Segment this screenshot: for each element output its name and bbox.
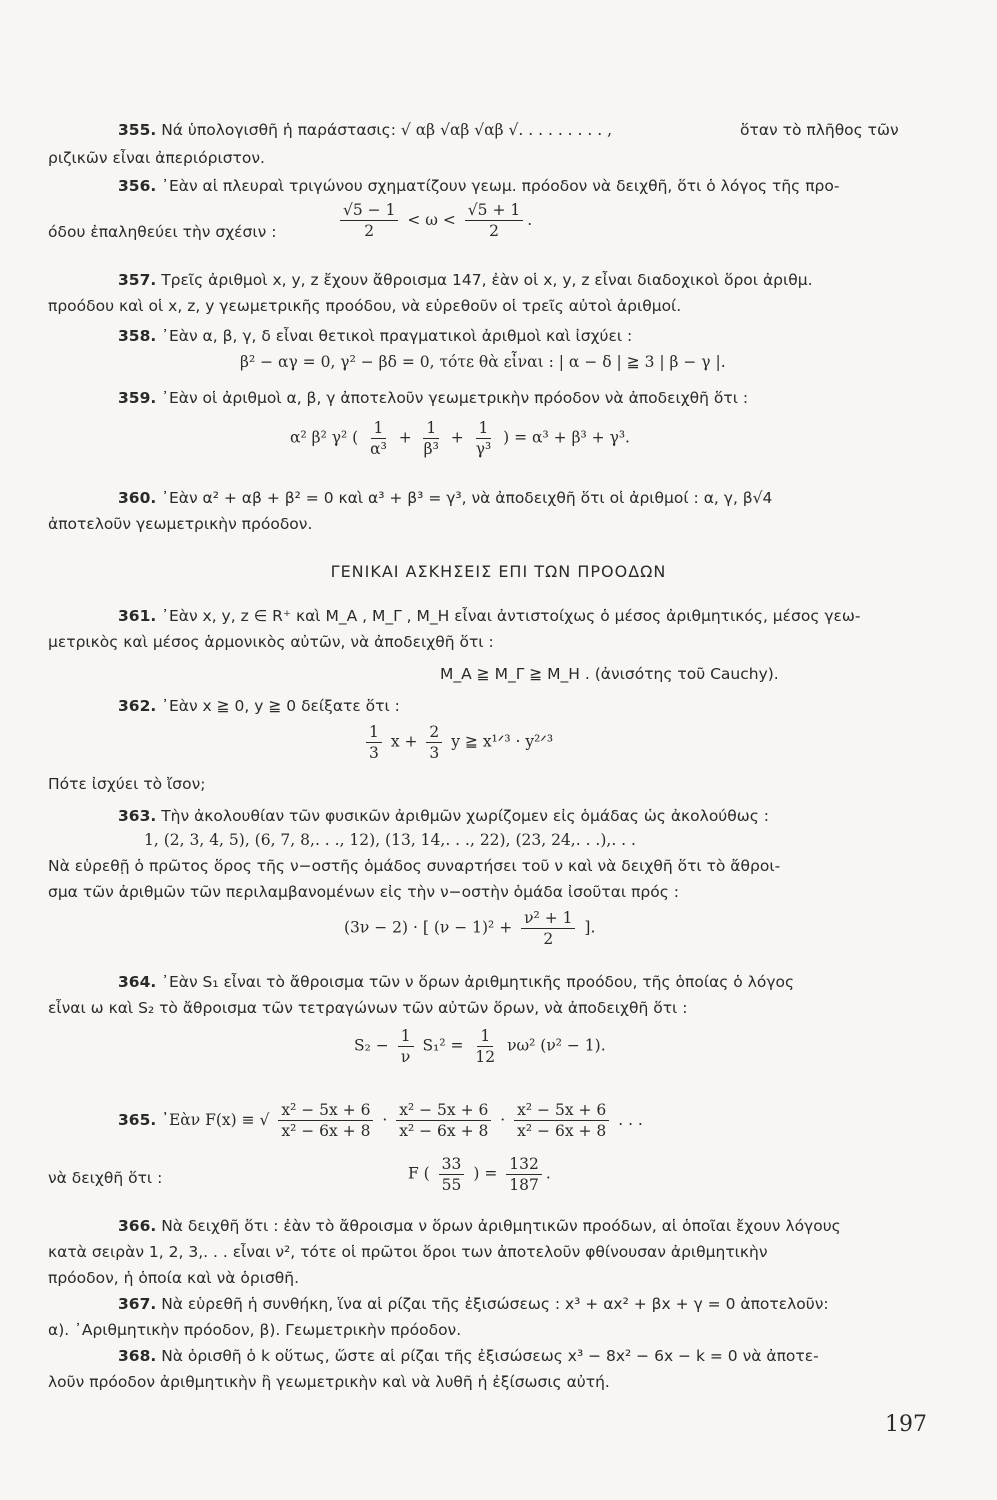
problem-362-line-1: 362. ᾿Εὰν x ≧ 0, y ≧ 0 δείξατε ὅτι : bbox=[118, 697, 400, 715]
problem-368-line-1: 368. Νὰ ὁρισθῆ ὁ k οὕτως, ὥστε αἱ ρίζαι τῆς ἐξισώσεως x³ − 8x² − 6x − k = 0 νὰ ἀποτε- bbox=[118, 1347, 819, 1365]
section-heading: ΓΕΝΙΚΑΙ ΑΣΚΗΣΕΙΣ ΕΠΙ ΤΩΝ ΠΡΟΟΔΩΝ bbox=[330, 562, 667, 581]
problem-360-line-1: 360. ᾿Εὰν α² + αβ + β² = 0 καὶ α³ + β³ = γ³, νὰ ἀποδειχθῆ ὅτι οἱ ἀριθμοί : α, γ, β√4 bbox=[118, 489, 773, 507]
problem-365-line-1: 365. ᾿Εὰν F(x) ≡ √ $\frac{\text{x² − 5x + 6}}{\text{x² − 6x + 8}}$ · $\frac{\text{x² − 5x + 6}}{\text{x² − 6x + 8}}$ · $\frac{\text{x² − 5x + 6}}{\text{x² − 6x + 8}}$ . . . bbox=[118, 1101, 643, 1140]
problem-361-line-1: 361. ᾿Εὰν x, y, z ∈ R⁺ καὶ M_A , M_Γ , M_H εἶναι ἀντιστοίχως ὁ μέσος ἀριθμητικός, μέσος γεω- bbox=[118, 607, 861, 625]
inequality-356: $\frac{√5 - 1}{2}$ < ω < $\frac{√5 + 1}{2}$ . bbox=[336, 200, 532, 241]
problem-363-line-1: 363. Τὴν ἀκολουθίαν τῶν φυσικῶν ἀριθμῶν χωρίζομεν εἰς ὁμάδας ὡς ἀκολούθως : bbox=[118, 807, 769, 825]
problem-367-line-1: 367. Νὰ εὑρεθῆ ἡ συνθήκη, ἵνα αἱ ρίζαι τῆς ἐξισώσεως : x³ + αx² + βx + γ = 0 ἀποτελοῦν: bbox=[118, 1295, 829, 1313]
problem-359-line-1: 359. ᾿Εὰν οἱ ἀριθμοὶ α, β, γ ἀποτελοῦν γεωμετρικὴν πρόοδον νὰ ἀποδειχθῆ ὅτι : bbox=[118, 389, 749, 407]
problem-357-line-1: 357. Τρεῖς ἀριθμοὶ x, y, z ἔχουν ἄθροισμα 147, ἐὰν οἱ x, y, z εἶναι διαδοχικοὶ ὅροι ἀριθμ. bbox=[118, 271, 813, 289]
nested-radical: √ αβ √αβ √αβ √. . . . . . . . . , bbox=[400, 121, 613, 139]
problem-366-line-1: 366. Νὰ δειχθῆ ὅτι : ἐὰν τὸ ἄθροισμα ν ὅρων ἀριθμητικῶν προόδων, αἱ ὁποῖαι ἔχουν λόγους bbox=[118, 1217, 841, 1235]
formula-363: (3ν − 2) · [ (ν − 1)² + $\frac{\text{ν² + 1}}{2}$ ]. bbox=[344, 909, 596, 948]
page-number: 197 bbox=[885, 1412, 927, 1437]
formula-365: F ( $\frac{33}{55}$ ) = $\frac{132}{187}$ . bbox=[408, 1155, 551, 1194]
book-page: 355. Νά ὑπολογισθῆ ἡ παράστασις: √ αβ √αβ √αβ √. . . . . . . . . , ὅταν τὸ πλῆθος τῶν ριζικῶν εἶναι ἀπεριόριστον. 356. ᾿Εὰν αἱ πλευραὶ τριγώνου σχηματίζουν γεωμ. πρόοδον νὰ δειχθῆ, ὅτι ὁ λόγος τῆς προ- όδου ἐπαληθεύει τὴν σχέσιν : $\frac{√5 - 1}{2}$ < ω < $\frac{√5 + 1}{2}$ . 357. Τρεῖς ἀριθμοὶ x, y, z ἔχουν ἄθροισμα 147, ἐὰν οἱ x, y, z εἶναι διαδοχικοὶ ὅροι ἀριθμ. προόδου καὶ οἱ x, z, y γεωμετρικῆς προόδου, νὰ εὑρεθοῦν οἱ τρεῖς αὐτοὶ ἀριθμοί. 358. ᾿Εὰν α, β, γ, δ εἶναι θετικοὶ πραγματικοὶ ἀριθμοὶ καὶ ἰσχύει : β² − αγ = 0, γ² − βδ = 0, τότε θὰ εἶναι : | α − δ | ≧ 3 | β − γ |. 359. ᾿Εὰν οἱ ἀριθμοὶ α, β, γ ἀποτελοῦν γεωμετρικὴν πρόοδον νὰ ἀποδειχθῆ ὅτι : α² β² γ² ( $\frac{1}{\text{α³}}$ + $\frac{1}{\text{β³}}$ + $\frac{1}{\text{γ³}}$ ) = α³ + β³ + γ³. 360. ᾿Εὰν α² + αβ + β² = 0 καὶ α³ + β³ = γ³, νὰ ἀποδειχθῆ ὅτι οἱ ἀριθμοί : α, γ, β√4 ἀποτελοῦν γεωμετρικὴν πρόοδον. ΓΕΝΙΚΑΙ ΑΣΚΗΣΕΙΣ ΕΠΙ ΤΩΝ ΠΡΟΟΔΩΝ 361. ᾿Εὰν x, y, z ∈ R⁺ καὶ M_A , M_Γ , M_H εἶναι ἀντιστοίχως ὁ μέσος ἀριθμητικός, μέσος γεω- μετρικὸς καὶ μέσος ἁρμονικὸς αὐτῶν, νὰ ἀποδειχθῆ ὅτι : M_A ≧ M_Γ ≧ M_H . (ἀνισότης τοῦ Cauchy). 362. ᾿Εὰν x ≧ 0, y ≧ 0 δείξατε ὅτι : $\frac{1}{3}$ x + $\frac{2}{3}$ y ≧ x¹ᐟ³ · y²ᐟ³ Πότε ἰσχύει τὸ ἴσον; 363. Τὴν ἀκολουθίαν τῶν φυσικῶν ἀριθμῶν χωρίζομεν εἰς ὁμάδας ὡς ἀκολούθως : 1, (2, 3, 4, 5), (6, 7, 8,. . ., 12), (13, 14,. . ., 22), (23, 24,. . .),. . . Νὰ εὑρεθῇ ὁ πρῶτος ὅρος τῆς ν−οστῆς ὁμάδος συναρτήσει τοῦ ν καὶ νὰ δειχθῆ ὅτι τὸ ἄθροι- σμα τῶν ἀριθμῶν τῶν περιλαμβανομένων εἰς τὴν ν−οστὴν ὁμάδα ἰσοῦται πρός : (3ν − 2) · [ (ν − 1)² + $\frac{\text{ν² + 1}}{2}$ ]. 364. ᾿Εὰν S₁ εἶναι τὸ ἄθροισμα τῶν ν ὅρων ἀριθμητικῆς προόδου, τῆς ὁποίας ὁ λόγος εἶναι ω καὶ S₂ τὸ ἄθροισμα τῶν τετραγώνων τῶν αὐτῶν ὅρων, νὰ ἀποδειχθῆ ὅτι : S₂ − $\frac{1}{\nu}$ S₁² = $\frac{1}{12}$ νω² (ν² − 1). 365. ᾿Εὰν F(x) ≡ √ $\frac{\text{x² − 5x + 6}}{\text{x² − 6x + 8}}$ · $\frac{\text{x² − 5x + 6}}{\text{x² − 6x + 8}}$ · $\frac{\text{x² − 5x + 6}}{\text{x² − 6x + 8}}$ . . . νὰ δειχθῆ ὅτι : F ( $\frac{33}{55}$ ) = $\frac{132}{187}$ . 366. Νὰ δειχθῆ ὅτι : ἐὰν τὸ ἄθροισμα ν ὅρων ἀριθμητικῶν προόδων, αἱ ὁποῖαι ἔχουν λόγους κατὰ σειρὰν 1, 2, 3,. . . εἶναι ν², τότε οἱ πρῶτοι ὅροι των ἀποτελοῦν φθίνουσαν ἀριθμητικὴν πρόοδον, ἡ ὁποία καὶ νὰ ὁρισθῆ. 367. Νὰ εὑρεθῆ ἡ συνθήκη, ἵνα αἱ ρίζαι τῆς ἐξισώσεως : x³ + αx² + βx + γ = 0 ἀποτελοῦν: α). ᾿Αριθμητικὴν πρόοδον, β). Γεωμετρικὴν πρόοδον. 368. Νὰ ὁρισθῆ ὁ k οὕτως, ὥστε αἱ ρίζαι τῆς ἐξισώσεως x³ − 8x² − 6x − k = 0 νὰ ἀποτε- λοῦν πρόοδον ἀριθμητικὴν ἢ γεωμετρικὴν καὶ νὰ λυθῆ ἡ ἐξίσωσις αὐτή. 197 bbox=[0, 0, 997, 1500]
problem-356-line-1: 356. ᾿Εὰν αἱ πλευραὶ τριγώνου σχηματίζουν γεωμ. πρόοδον νὰ δειχθῆ, ὅτι ὁ λόγος τῆς προ- bbox=[118, 177, 840, 195]
problem-358-line-1: 358. ᾿Εὰν α, β, γ, δ εἶναι θετικοὶ πραγματικοὶ ἀριθμοὶ καὶ ἰσχύει : bbox=[118, 327, 633, 345]
cauchy-inequality: M_A ≧ M_Γ ≧ M_H . (ἀνισότης τοῦ Cauchy). bbox=[440, 665, 779, 683]
problem-355-line-1: 355. Νά ὑπολογισθῆ ἡ παράστασις: √ αβ √αβ √αβ √. . . . . . . . . , bbox=[118, 121, 613, 139]
problem-364-line-1: 364. ᾿Εὰν S₁ εἶναι τὸ ἄθροισμα τῶν ν ὅρων ἀριθμητικῆς προόδου, τῆς ὁποίας ὁ λόγος bbox=[118, 973, 795, 991]
inequality-362: $\frac{1}{3}$ x + $\frac{2}{3}$ y ≧ x¹ᐟ³ · y²ᐟ³ bbox=[362, 722, 553, 763]
identity-359: α² β² γ² ( $\frac{1}{\text{α³}}$ + $\frac{1}{\text{β³}}$ + $\frac{1}{\text{γ³}}$ ) = α³ + β³ + γ³. bbox=[290, 419, 630, 458]
problem-number: 355. bbox=[118, 121, 157, 139]
formula-364: S₂ − $\frac{1}{\nu}$ S₁² = $\frac{1}{12}$ νω² (ν² − 1). bbox=[354, 1027, 606, 1066]
